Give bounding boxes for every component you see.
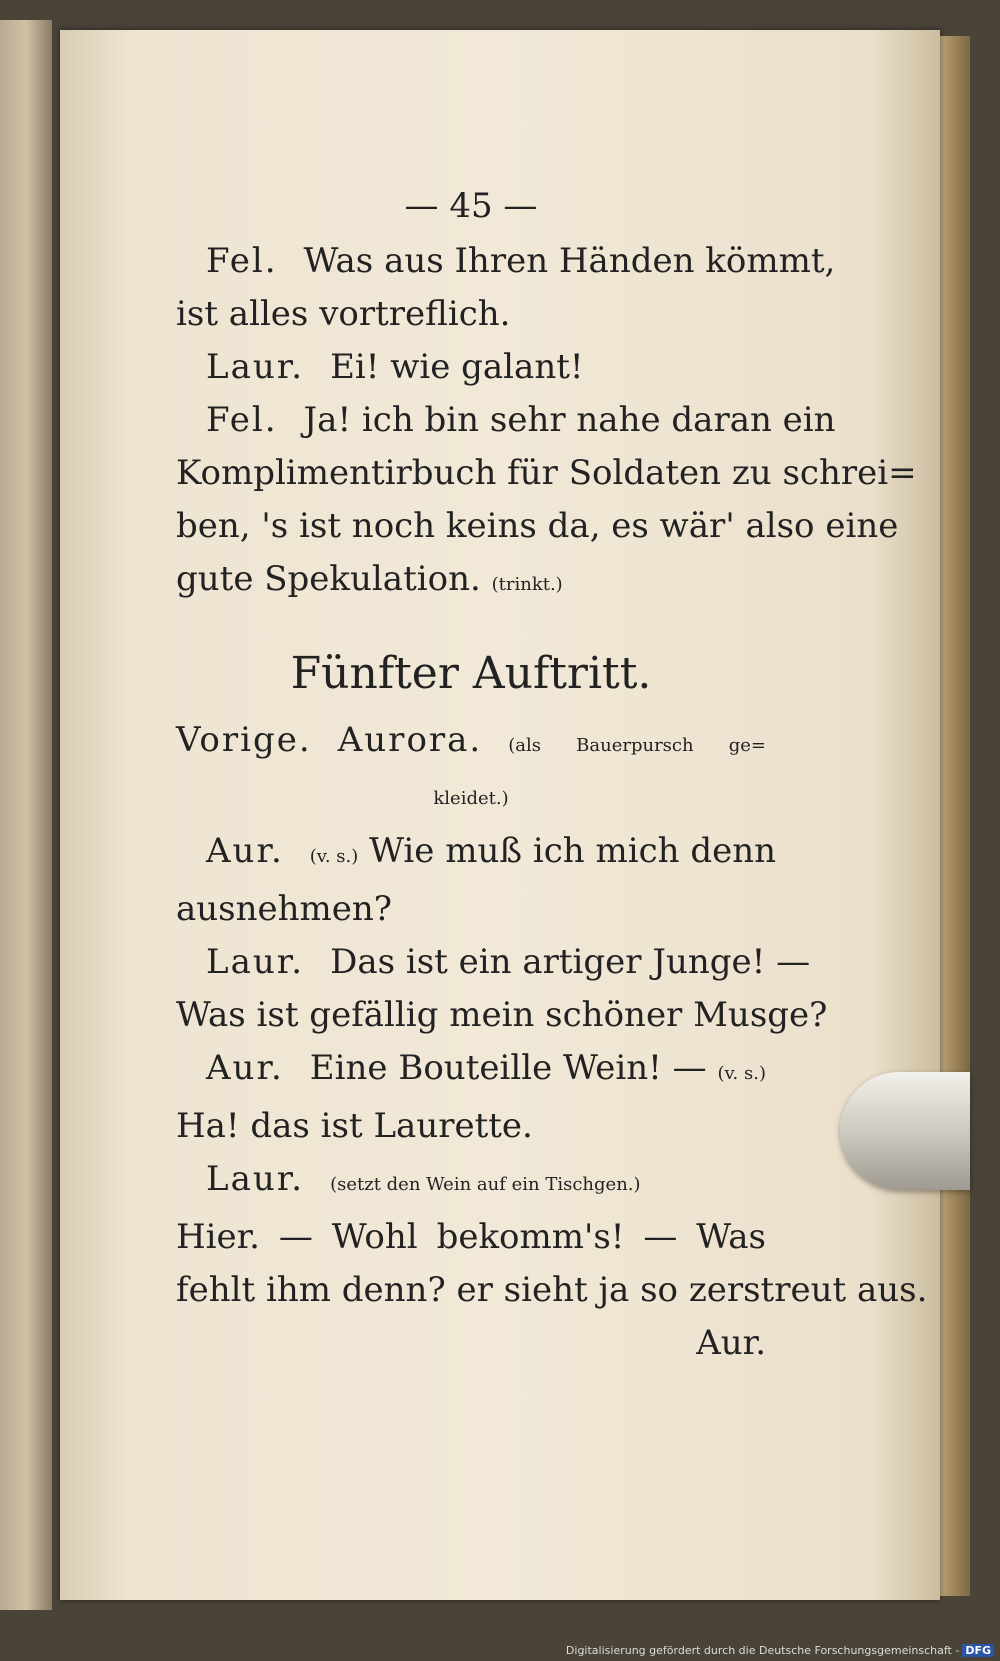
text-line: Was ist gefällig mein schöner Musge? [176,995,828,1035]
line-text: Ja! ich bin sehr nahe daran ein [303,400,836,440]
text-line [176,1153,766,1211]
scene-heading: Fünfter Auftritt. [290,648,652,699]
text-line [176,235,836,288]
speaker: Aur. [206,831,284,871]
persons-line [176,714,766,772]
text-line: ausnehmen? [176,889,393,929]
footer-text: Digitalisierung gefördert durch die Deutsche Forschungsgemeinschaft - [565,1644,960,1657]
line-text: Ei! wie galant! [330,347,584,387]
line-text: Eine Bouteille Wein! — [309,1048,707,1088]
line-text: Was aus Ihren Händen kömmt, [303,241,836,281]
left-page-edge [0,20,52,1610]
text-line [176,936,811,989]
dfg-logo: DFG [962,1644,994,1657]
stage-direction: (trinkt.) [491,574,563,595]
speaker: Fel. [206,400,278,440]
stage-direction: kleidet.) [433,788,509,809]
line-text: Wie muß ich mich denn [369,831,777,871]
page-stack-edge [936,36,970,1596]
speaker: Aur. [206,1048,284,1088]
text-line: Hier. — Wohl bekomm's! — Was [176,1217,766,1257]
text-line: fehlt ihm denn? er sieht ja so zerstreut aus. [176,1270,928,1310]
stage-direction: (v. s.) [717,1063,766,1084]
speaker: Laur. [206,942,305,982]
stage-direction: (v. s.) [309,846,359,867]
text-line [176,1042,766,1100]
footer-credit [566,1644,994,1657]
stage-direction: (setzt den Wein auf ein Tischgen.) [330,1174,641,1195]
text-line: ben, 's ist noch keins da, es wär' also eine [176,506,899,546]
text-line [176,341,766,394]
stage-direction: (als Bauerpursch ge= [508,735,766,756]
line-text: Das ist ein artiger Junge! — [330,942,811,982]
text-line [176,394,836,447]
page-text [176,180,928,1370]
person: Aurora. [337,720,483,760]
person: Vorige. [176,720,312,760]
catchword: Aur. [696,1323,766,1363]
text-line [176,553,766,611]
text-line: ist alles vortreflich. [176,294,511,334]
line-text: gute Spekulation. [176,559,481,599]
speaker: Laur. [206,1159,305,1199]
text-line: Komplimentirbuch für Soldaten zu schrei= [176,453,917,493]
page-number: — 45 — [404,186,538,226]
speaker: Fel. [206,241,278,281]
speaker: Laur. [206,347,305,387]
page-clip [840,1072,970,1190]
text-line [176,825,777,883]
text-line: Ha! das ist Laurette. [176,1106,533,1146]
